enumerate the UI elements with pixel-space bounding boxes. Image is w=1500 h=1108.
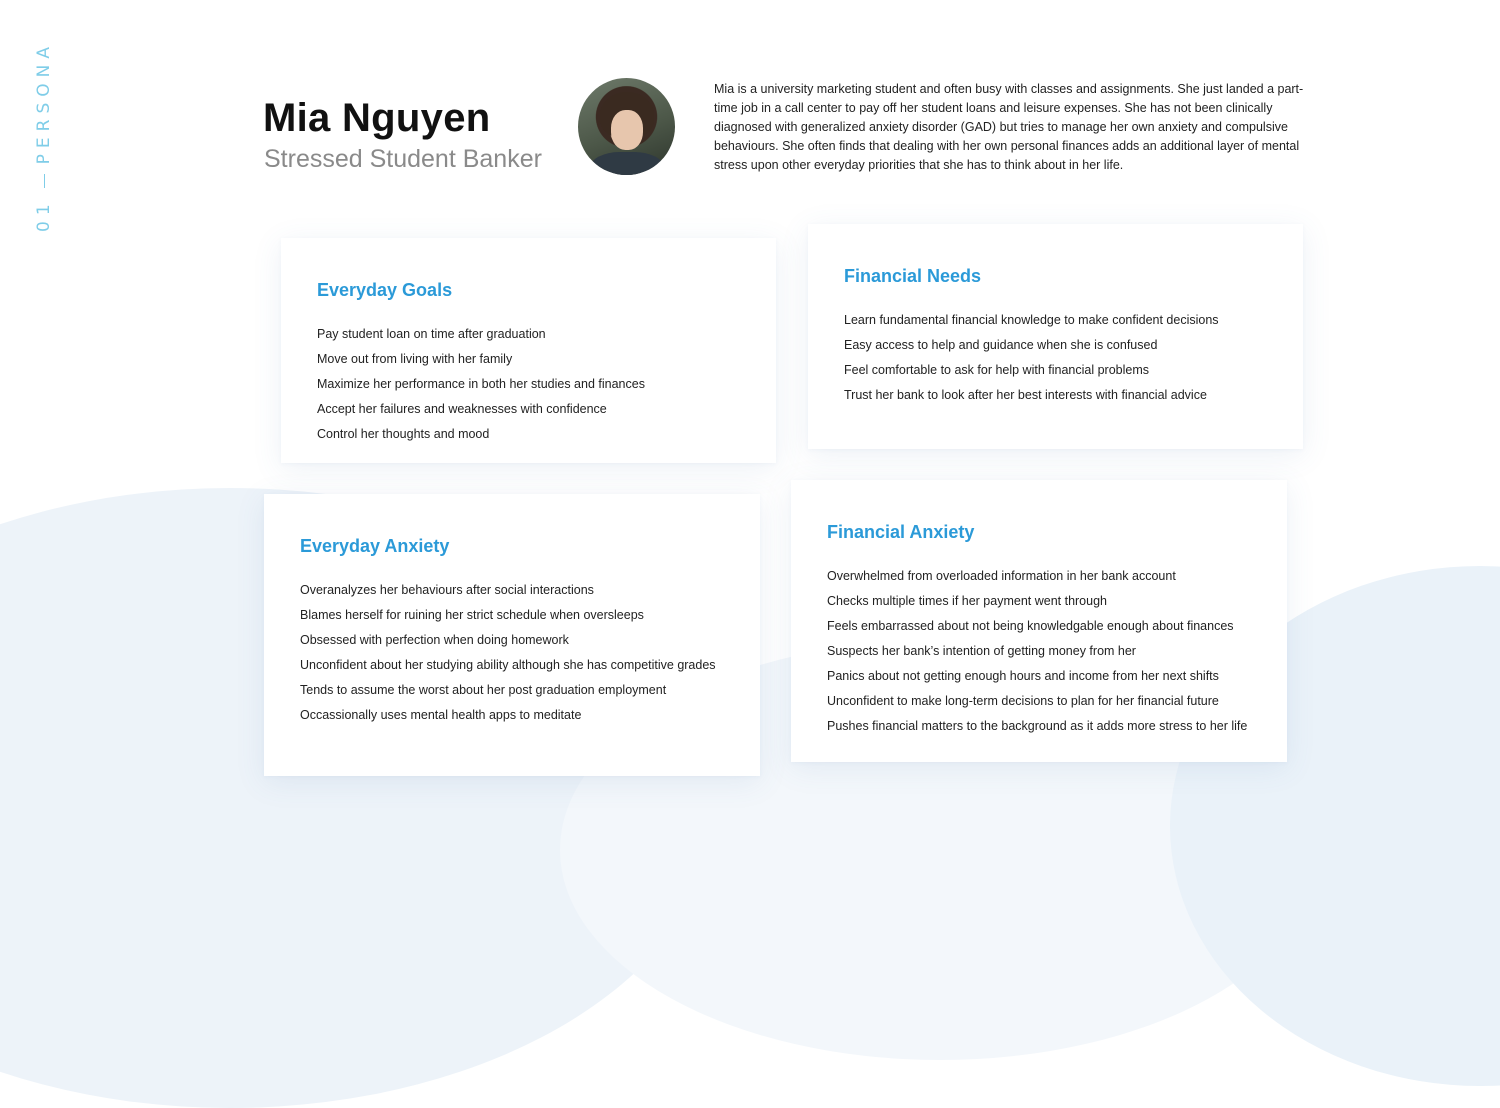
section-divider	[44, 174, 45, 188]
list-item: Feels embarrassed about not being knowledgable enough about finances	[827, 619, 1234, 633]
list-item: Occassionally uses mental health apps to meditate	[300, 708, 582, 722]
persona-subtitle: Stressed Student Banker	[264, 145, 542, 173]
card-title: Financial Needs	[844, 266, 982, 286]
avatar	[578, 78, 675, 175]
avatar-body	[590, 152, 664, 175]
card-financial-needs	[808, 224, 1303, 449]
card-list	[317, 322, 776, 447]
section-title: PERSONA	[34, 41, 54, 165]
list-item: Feel comfortable to ask for help with financial problems	[844, 363, 1150, 377]
card-financial-anxiety	[791, 480, 1287, 762]
list-item: Blames herself for ruining her strict schedule when oversleeps	[300, 608, 644, 622]
list-item: Suspects her bank’s intention of getting money from her	[827, 644, 1136, 658]
card-everyday-anxiety	[264, 494, 760, 776]
list-item: Maximize her performance in both her studies and finances	[317, 377, 645, 391]
list-item: Overanalyzes her behaviours after social interactions	[300, 583, 594, 597]
list-item: Trust her bank to look after her best interests with financial advice	[844, 388, 1207, 402]
list-item: Pushes financial matters to the background as it adds more stress to her life	[827, 719, 1248, 733]
card-list	[300, 578, 760, 728]
list-item: Unconfident to make long-term decisions to plan for her financial future	[827, 694, 1219, 708]
persona-name: Mia Nguyen	[263, 96, 491, 140]
section-label	[34, 41, 54, 232]
list-item: Easy access to help and guidance when she is confused	[844, 338, 1158, 352]
card-list	[844, 308, 1303, 408]
card-title: Everyday Anxiety	[300, 536, 450, 556]
list-item: Accept her failures and weaknesses with confidence	[317, 402, 607, 416]
list-item: Move out from living with her family	[317, 352, 513, 366]
list-item: Tends to assume the worst about her post graduation employment	[300, 683, 667, 697]
card-everyday-goals	[281, 238, 776, 463]
list-item: Control her thoughts and mood	[317, 427, 490, 441]
card-title: Financial Anxiety	[827, 522, 975, 542]
card-list	[827, 564, 1287, 739]
avatar-face	[611, 110, 643, 150]
list-item: Obsessed with perfection when doing homework	[300, 633, 569, 647]
list-item: Learn fundamental financial knowledge to make confident decisions	[844, 313, 1219, 327]
persona-bio: Mia is a university marketing student and often busy with classes and assignments. She just landed a part-time job in a call center to pay off her student loans and leisure expenses. She has not been clinically diagnosed with generalized anxiety disorder (GAD) but tries to manage her own anxiety and compulsive behaviours. She often finds that dealing with her own personal finances adds an additional layer of mental stress upon other everyday priorities that she has to think about in her life.	[714, 82, 1304, 172]
card-title: Everyday Goals	[317, 280, 453, 300]
section-number: 01	[34, 198, 54, 232]
list-item: Pay student loan on time after graduation	[317, 327, 546, 341]
list-item: Unconfident about her studying ability although she has competitive grades	[300, 658, 716, 672]
list-item: Overwhelmed from overloaded information in her bank account	[827, 569, 1176, 583]
list-item: Panics about not getting enough hours and income from her next shifts	[827, 669, 1219, 683]
list-item: Checks multiple times if her payment went through	[827, 594, 1107, 608]
